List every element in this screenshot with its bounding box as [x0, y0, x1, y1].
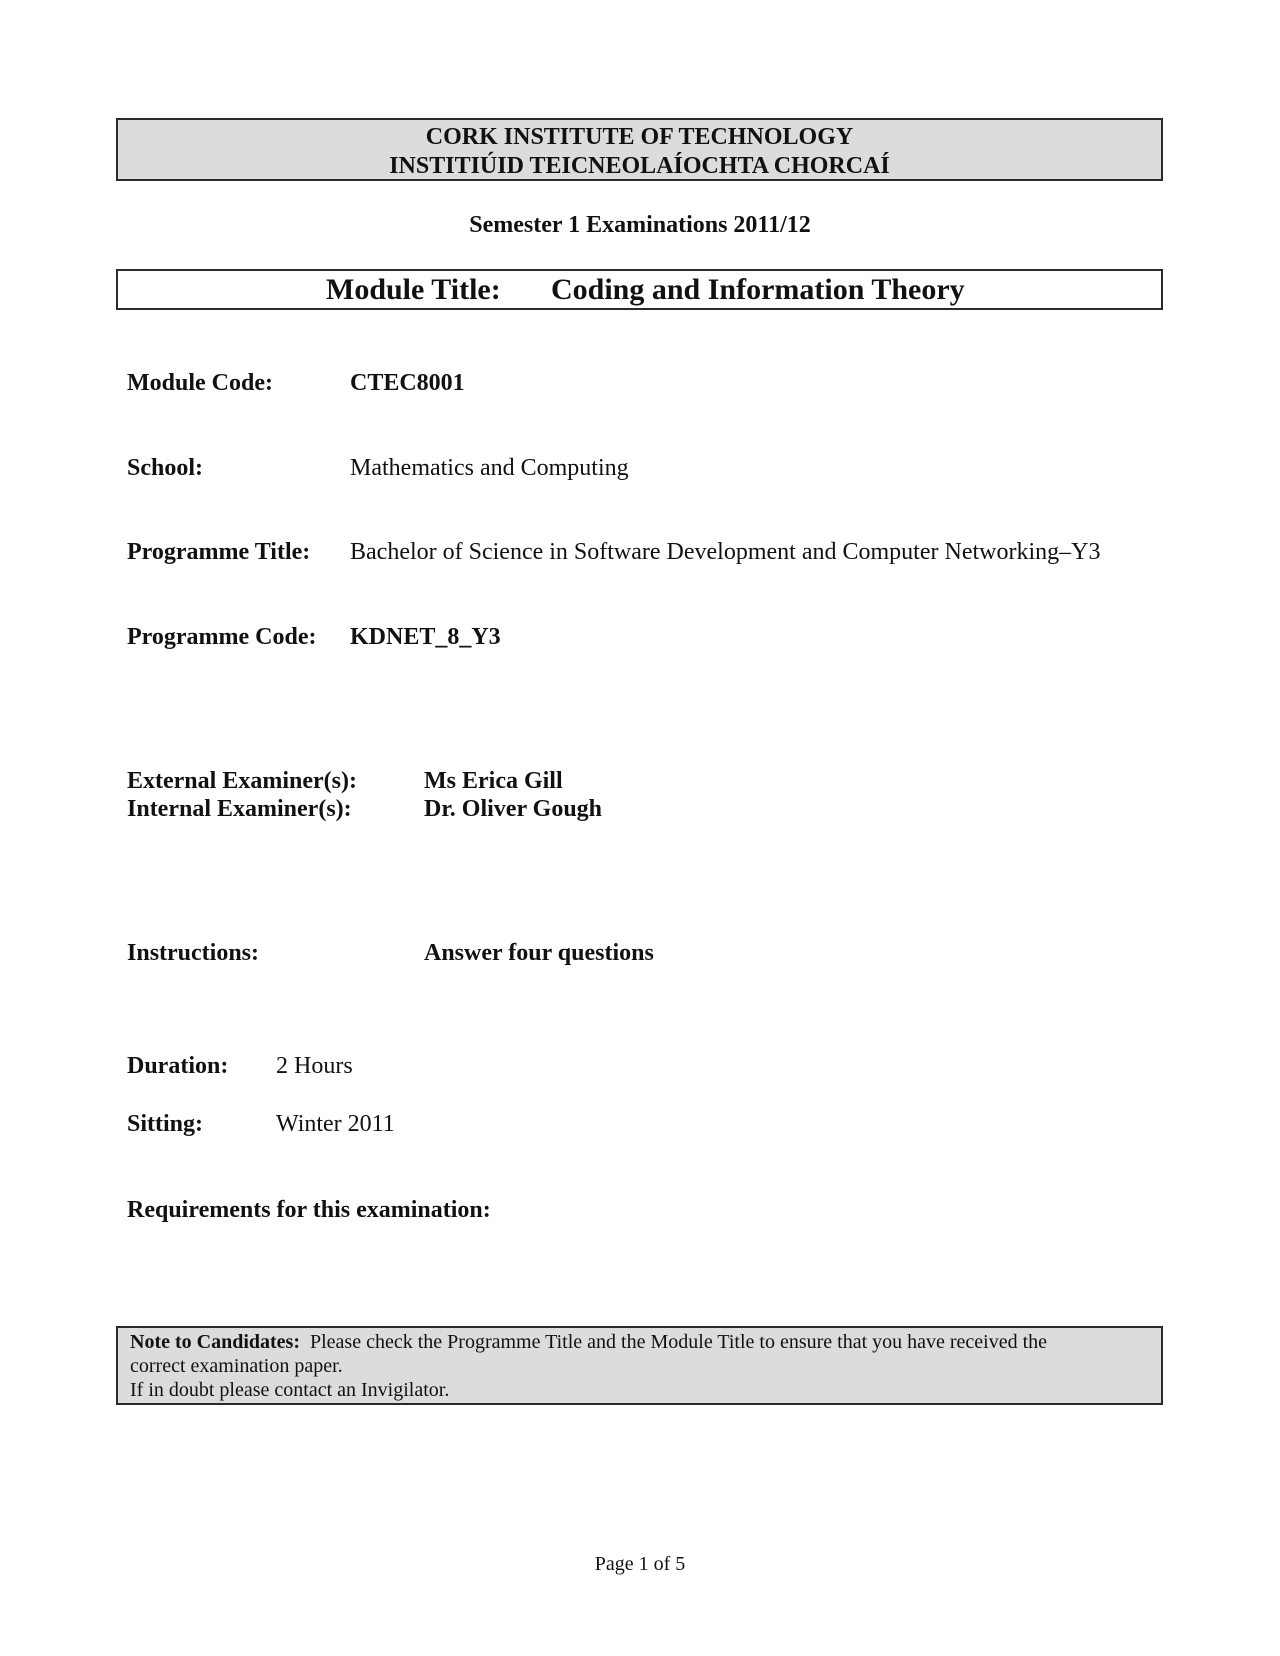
note-to-candidates-box	[116, 1326, 1163, 1405]
programme-title-value: Bachelor of Science in Software Development and Computer Networking–Y3	[350, 539, 1101, 565]
requirements-label: Requirements for this examination:	[127, 1197, 491, 1223]
module-code-value: CTEC8001	[350, 370, 465, 396]
note-label: Note to Candidates:	[130, 1331, 300, 1353]
module-title-value: Coding and Information Theory	[551, 273, 965, 306]
external-examiner-label: External Examiner(s):	[127, 768, 357, 794]
note-text-2: correct examination paper.	[130, 1355, 343, 1377]
external-examiner-value: Ms Erica Gill	[424, 768, 563, 794]
programme-code-label: Programme Code:	[127, 624, 317, 650]
internal-examiner-value: Dr. Oliver Gough	[424, 796, 603, 822]
school-label: School:	[127, 455, 204, 481]
module-code-label: Module Code:	[127, 370, 273, 396]
programme-code-value: KDNET_8_Y3	[350, 624, 501, 650]
note-text-3: If in doubt please contact an Invigilator.	[130, 1379, 450, 1401]
note-text-1: Please check the Programme Title and the Module Title to ensure that you have received the	[310, 1331, 1048, 1353]
programme-title-label: Programme Title:	[127, 539, 311, 565]
sitting-label: Sitting:	[127, 1111, 204, 1137]
institution-name-english: CORK INSTITUTE OF TECHNOLOGY	[425, 124, 854, 150]
note-line-1	[130, 1330, 1151, 1354]
internal-examiner-label: Internal Examiner(s):	[127, 796, 352, 822]
instructions-value: Answer four questions	[424, 940, 654, 966]
institution-header-box	[116, 118, 1163, 181]
module-title-box	[116, 269, 1163, 310]
institution-name-irish: INSTITIÚID TEICNEOLAÍOCHTA CHORCAÍ	[389, 153, 890, 179]
page-number: Page 1 of 5	[594, 1553, 686, 1575]
duration-value: 2 Hours	[276, 1053, 353, 1079]
sitting-value: Winter 2011	[276, 1111, 395, 1137]
school-value: Mathematics and Computing	[350, 455, 629, 481]
semester-heading: Semester 1 Examinations 2011/12	[469, 212, 811, 238]
duration-label: Duration:	[127, 1053, 229, 1079]
instructions-label: Instructions:	[127, 940, 260, 966]
module-title-label: Module Title:	[326, 273, 501, 306]
